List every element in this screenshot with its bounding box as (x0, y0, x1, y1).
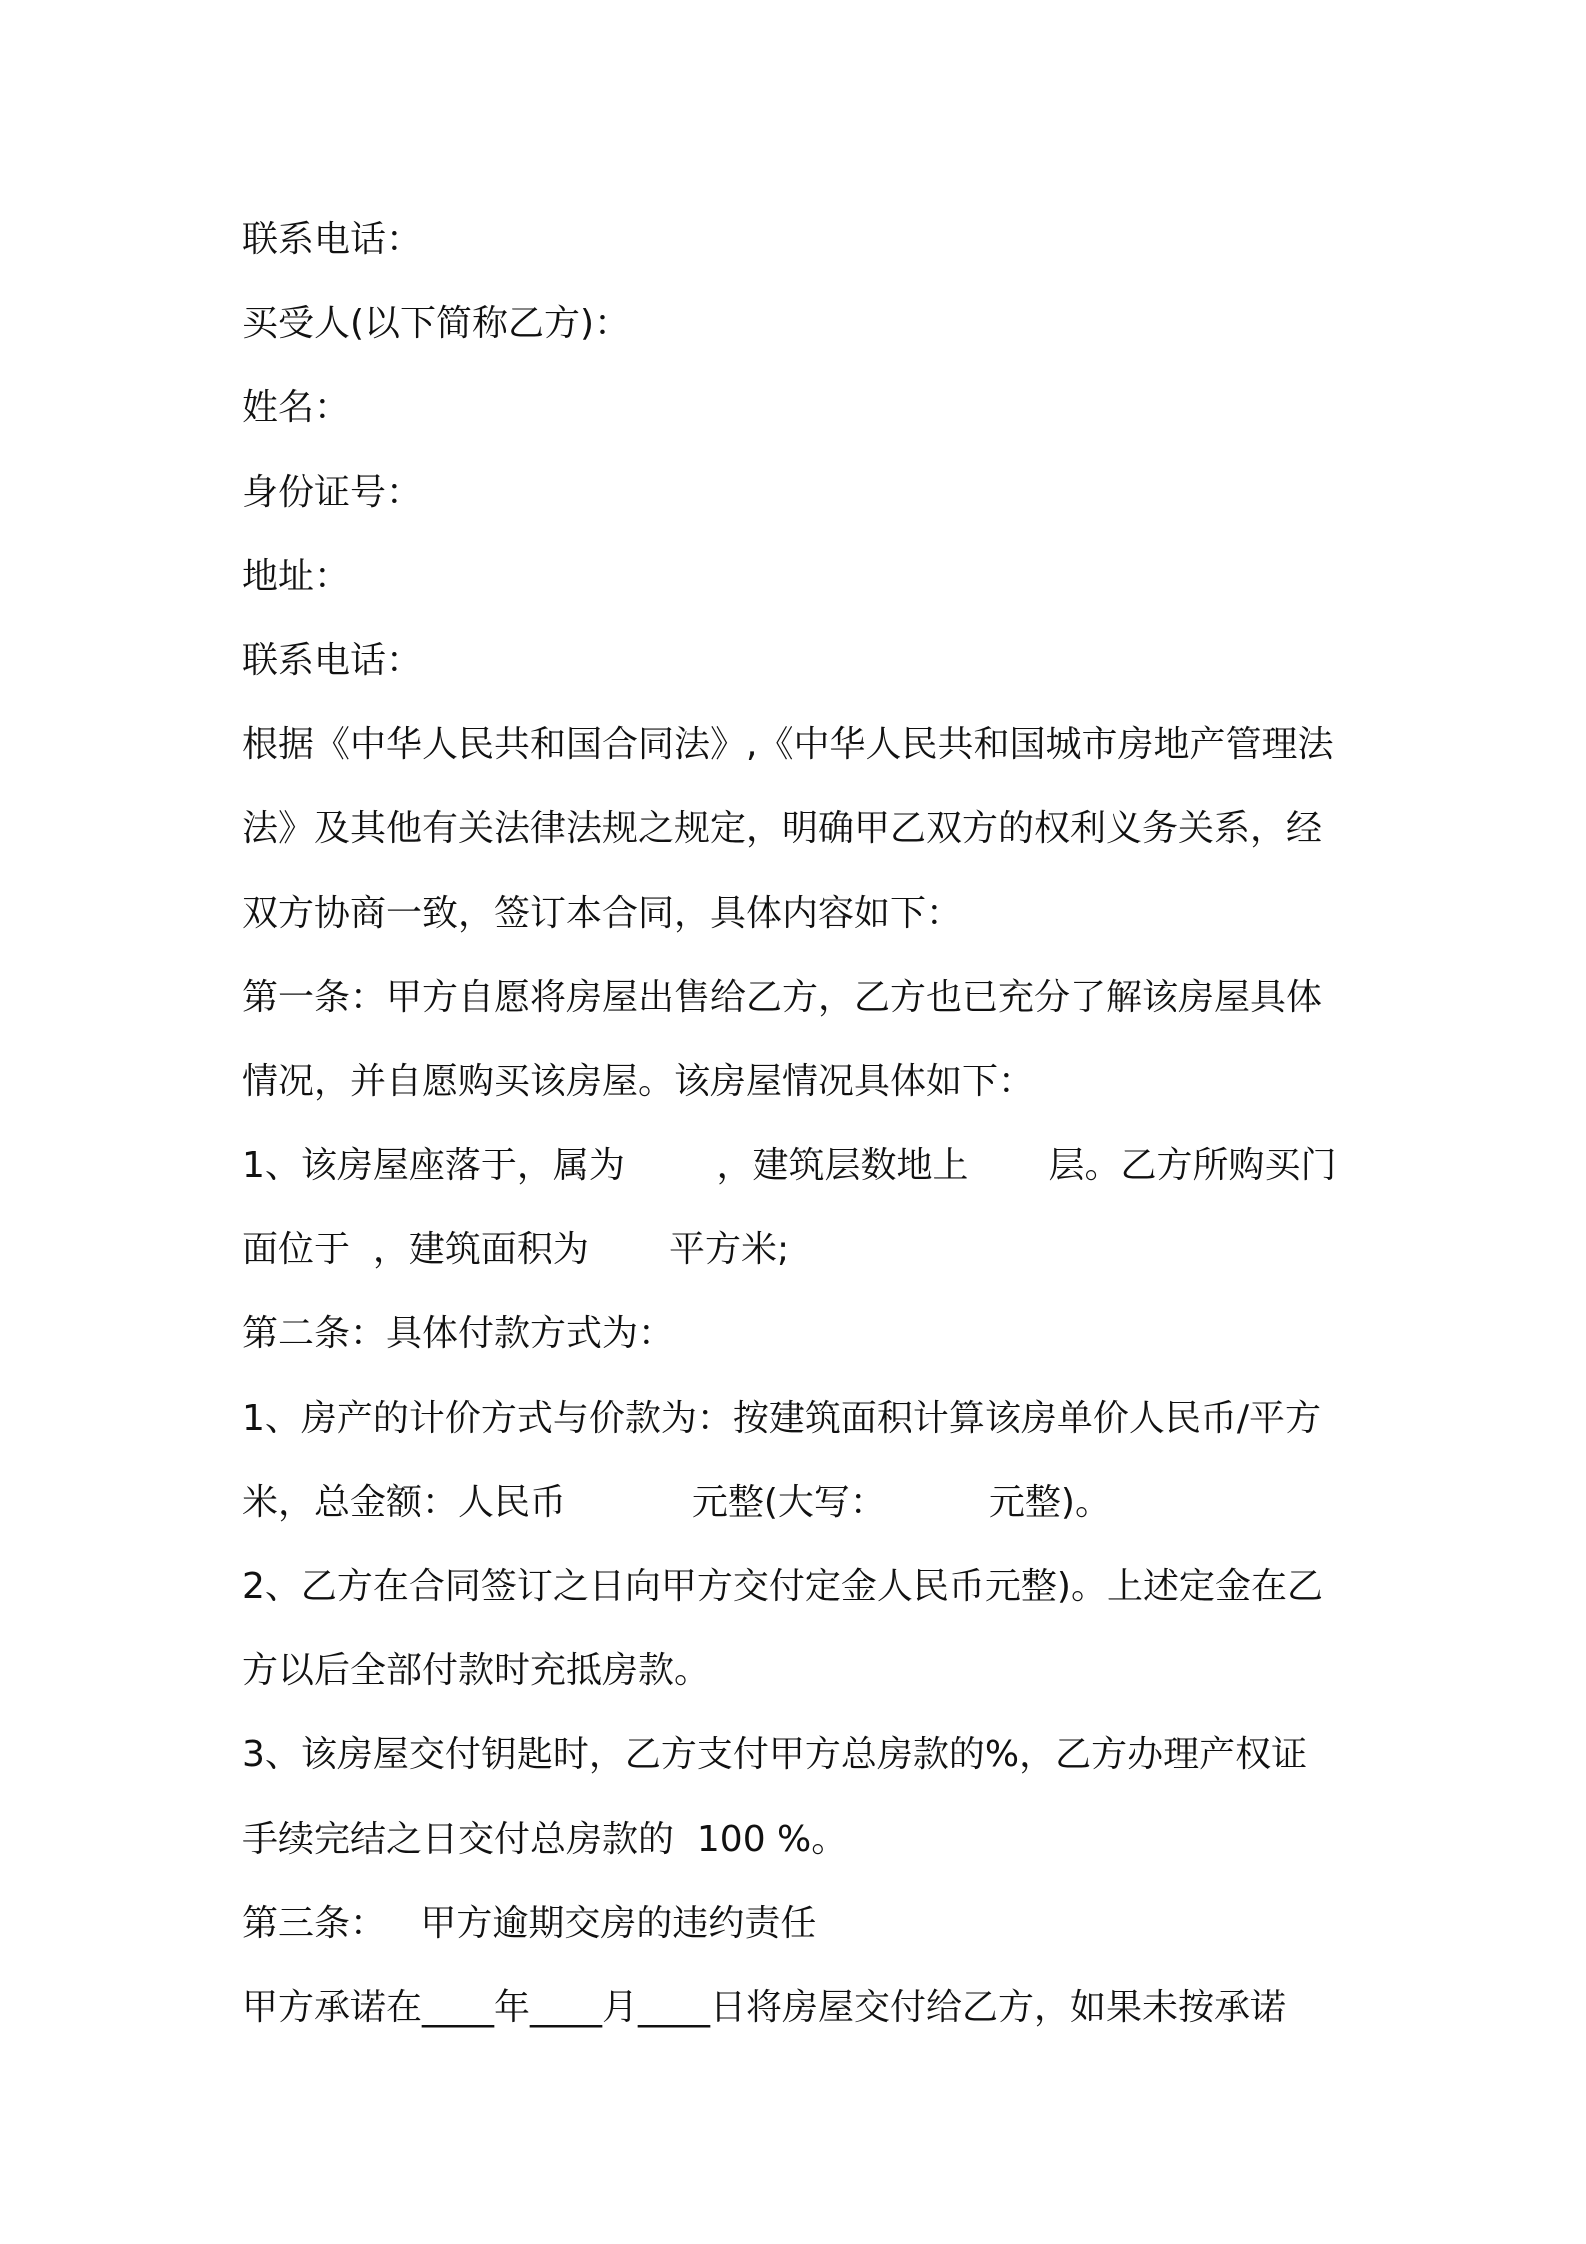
text-line: 手续完结之日交付总房款的 100 %。 (242, 1818, 848, 1860)
text-line: 第三条： 甲方逾期交房的违约责任 (242, 1902, 817, 1944)
text-line: 买受人(以下简称乙方)： (242, 303, 631, 345)
text-line: 根据《中华人民共和国合同法》,《中华人民共和国城市房地产管理法 (242, 724, 1334, 766)
text-line: 1、该房屋座落于，属为 ，建筑层数地上 层。乙方所购买门 (242, 1145, 1337, 1187)
text-line: 1、房产的计价方式与价款为：按建筑面积计算该房单价人民币/平方 (242, 1397, 1322, 1439)
text-line: 地址： (242, 555, 351, 597)
text-line: 情况，并自愿购买该房屋。该房屋情况具体如下： (242, 1060, 1035, 1102)
text-line: 身份证号： (242, 471, 423, 513)
text-line: 米，总金额：人民币 元整(大写： 元整)。 (242, 1481, 1111, 1523)
text-line: 联系电话： (242, 639, 423, 681)
text-line: 方以后全部付款时充抵房款。 (242, 1650, 711, 1692)
text-line: 面位于 ，建筑面积为 平方米; (242, 1229, 790, 1271)
text-line: 第二条：具体付款方式为： (242, 1313, 675, 1355)
text-line: 第一条：甲方自愿将房屋出售给乙方，乙方也已充分了解该房屋具体 (242, 976, 1323, 1018)
text-line: 双方协商一致，签订本合同，具体内容如下： (242, 892, 963, 934)
text-line: 法》及其他有关法律法规之规定，明确甲乙双方的权利义务关系，经 (242, 808, 1323, 850)
text-line: 2、乙方在合同签订之日向甲方交付定金人民币元整)。上述定金在乙 (242, 1566, 1323, 1607)
contract-text (242, 198, 1362, 2050)
text-line: 联系电话： (242, 219, 423, 260)
text-line: 3、该房屋交付钥匙时，乙方支付甲方总房款的%，乙方办理产权证 (242, 1734, 1308, 1776)
text-line: 姓名： (242, 387, 351, 429)
text-line: 甲方承诺在____年____月____日将房屋交付给乙方，如果未按承诺 (242, 1986, 1287, 2028)
